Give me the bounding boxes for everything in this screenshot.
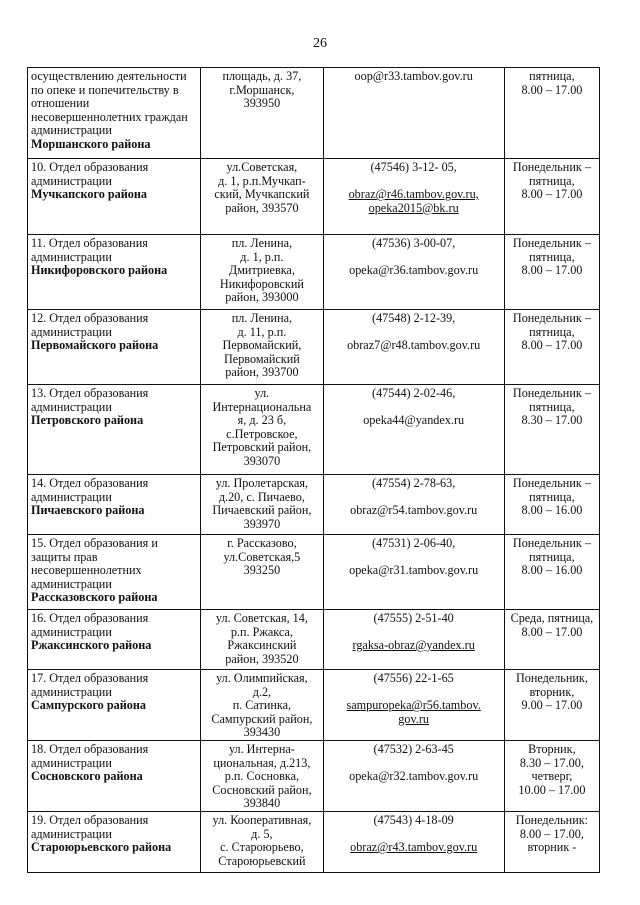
address-cell	[201, 740, 323, 811]
address-cell	[201, 670, 323, 741]
contact-cell	[323, 235, 504, 310]
email-link: opeka@r36.tambov.gov.ru	[349, 263, 479, 278]
working-hours-text: Понедельник – пятница, 8.00 – 17.00	[512, 311, 591, 353]
organization-name: 19. Отдел образования администрации	[31, 812, 149, 841]
address-text: ул. Олимпийская, д.2, п. Сатинка, Сампурский район, 393430	[211, 671, 313, 740]
table-row	[28, 68, 600, 159]
working-hours-text: Понедельник – пятница, 8.00 – 16.00	[512, 476, 591, 518]
organization-name: 11. Отдел образования администрации	[31, 236, 148, 264]
contact-cell	[323, 670, 504, 741]
phone-number: (47536) 3-00-07,	[372, 236, 456, 250]
address-text: ул. Пролетарская, д.20, с. Пичаево, Пичаевский район, 393970	[212, 476, 312, 531]
working-hours-text: Понедельник: 8.00 – 17.00, вторник -	[515, 812, 589, 855]
district-name: Никифоровского района	[31, 263, 168, 278]
address-cell	[201, 475, 323, 535]
table-row	[28, 670, 600, 741]
working-hours-cell	[504, 670, 599, 741]
spacer	[327, 686, 501, 700]
table-row	[28, 159, 600, 235]
email-link[interactable]: obraz@r46.tambov.gov.ru, opeka2015@bk.ru	[348, 187, 479, 215]
email-link[interactable]: sampuropeka@r56.tambov. gov.ru	[346, 698, 481, 726]
district-name: Моршанского района	[31, 136, 151, 151]
district-name: Сампурского района	[31, 698, 146, 713]
phone-number: (47532) 2-63-45	[373, 741, 454, 756]
address-cell	[201, 610, 323, 670]
address-text: пл. Ленина, д. 11, р.п. Первомайский, Первомайский район, 393700	[222, 311, 302, 380]
organization-cell	[28, 310, 201, 385]
email-link[interactable]: obraz@r43.tambov.gov.ru	[350, 840, 478, 855]
organization-cell	[28, 610, 201, 670]
contact-cell	[323, 68, 504, 159]
table-row	[28, 535, 600, 610]
contact-cell	[323, 811, 504, 872]
contact-cell	[323, 610, 504, 670]
table-row	[28, 475, 600, 535]
spacer	[327, 551, 501, 565]
email-link[interactable]: rgaksa-obraz@yandex.ru	[352, 638, 475, 653]
email-link: opeka44@yandex.ru	[363, 413, 465, 428]
working-hours-cell	[504, 385, 599, 475]
working-hours-cell	[504, 310, 599, 385]
spacer	[327, 491, 501, 505]
contact-cell	[323, 535, 504, 610]
email-link: opeka@r32.tambov.gov.ru	[349, 769, 479, 784]
table-row	[28, 310, 600, 385]
page-number: 26	[313, 36, 327, 51]
spacer	[327, 175, 501, 189]
working-hours-text: Понедельник – пятница, 8.00 – 17.00	[512, 236, 591, 278]
table-row	[28, 811, 600, 872]
spacer	[327, 626, 501, 640]
working-hours-text: пятница, 8.00 – 17.00	[521, 69, 583, 97]
working-hours-text: Понедельник, вторник, 9.00 – 17.00	[515, 671, 588, 713]
district-name: Рассказовского района	[31, 590, 158, 605]
directory-rows	[28, 68, 600, 873]
organization-name: 12. Отдел образования администрации	[31, 311, 149, 339]
phone-number: (47556) 22-1-65	[373, 671, 454, 685]
address-cell	[201, 811, 323, 872]
address-text: ул. Кооперативная, д. 5, с. Староюрьево, Староюрьевский	[212, 812, 312, 868]
working-hours-cell	[504, 475, 599, 535]
email-link: obraz7@r48.tambov.gov.ru	[347, 338, 481, 353]
spacer	[327, 401, 501, 415]
district-name: Сосновского района	[31, 769, 143, 784]
working-hours-cell	[504, 235, 599, 310]
organization-name: 10. Отдел образования администрации	[31, 160, 149, 188]
organization-name: осуществлению деятельности по опеке и попечительству в отношении несовершеннолетних граждан администрации	[31, 69, 188, 138]
working-hours-text: Среда, пятница, 8.00 – 17.00	[510, 611, 594, 639]
organization-cell	[28, 385, 201, 475]
working-hours-cell	[504, 535, 599, 610]
organization-cell	[28, 535, 201, 610]
organization-name: 18. Отдел образования администрации	[31, 741, 149, 770]
working-hours-text: Вторник, 8.30 – 17.00, четверг, 10.00 – 17.00	[518, 741, 586, 797]
organization-cell	[28, 68, 201, 159]
contact-cell	[323, 385, 504, 475]
address-cell	[201, 235, 323, 310]
address-cell	[201, 385, 323, 475]
district-name: Мучкапского района	[31, 187, 147, 202]
working-hours-cell	[504, 68, 599, 159]
spacer	[327, 828, 501, 842]
email-link: opeka@r31.tambov.gov.ru	[349, 563, 479, 578]
table-row	[28, 740, 600, 811]
organization-name: 15. Отдел образования и защиты прав несовершеннолетних администрации	[31, 536, 158, 591]
address-text: ул. Интернациональна я, д. 23 б, с.Петровское, Петровский район, 393070	[212, 386, 312, 468]
working-hours-cell	[504, 610, 599, 670]
working-hours-text: Понедельник – пятница, 8.30 – 17.00	[512, 386, 591, 428]
address-text: площадь, д. 37, г.Моршанск, 393950	[222, 69, 302, 111]
contact-cell	[323, 159, 504, 235]
working-hours-cell	[504, 811, 599, 872]
organization-cell	[28, 159, 201, 235]
organization-name: 16. Отдел образования администрации	[31, 611, 149, 639]
district-name: Первомайского района	[31, 338, 159, 353]
table-row	[28, 385, 600, 475]
spacer	[327, 251, 501, 265]
organization-name: 17. Отдел образования администрации	[31, 671, 149, 699]
phone-number: (47531) 2-06-40,	[372, 536, 456, 550]
phone-number: (47546) 3-12- 05,	[370, 160, 457, 174]
address-text: г. Рассказово, ул.Советская,5 393250	[223, 536, 301, 578]
contact-cell	[323, 475, 504, 535]
district-name: Староюрьевского района	[31, 840, 172, 855]
address-text: ул.Советская, д. 1, р.п.Мучкап- ский, Мучкапский район, 393570	[214, 160, 310, 215]
district-name: Пичаевского района	[31, 503, 145, 518]
organization-name: 13. Отдел образования администрации	[31, 386, 149, 414]
organization-cell	[28, 670, 201, 741]
working-hours-text: Понедельник – пятница, 8.00 – 17.00	[512, 160, 591, 202]
organization-name: 14. Отдел образования администрации	[31, 476, 149, 504]
address-text: ул. Интерна- циональная, д.213, р.п. Сосновка, Сосновский район, 393840	[212, 741, 312, 811]
phone-number: (47543) 4-18-09	[373, 812, 454, 827]
address-cell	[201, 159, 323, 235]
address-cell	[201, 310, 323, 385]
organization-cell	[28, 475, 201, 535]
contact-cell	[323, 740, 504, 811]
email-link: oop@r33.tambov.gov.ru	[354, 69, 473, 83]
organization-cell	[28, 235, 201, 310]
working-hours-text: Понедельник – пятница, 8.00 – 16.00	[512, 536, 591, 578]
table-row	[28, 610, 600, 670]
phone-number: (47548) 2-12-39,	[372, 311, 456, 325]
contact-cell	[323, 310, 504, 385]
organization-cell	[28, 740, 201, 811]
phone-number: (47554) 2-78-63,	[372, 476, 456, 490]
working-hours-cell	[504, 159, 599, 235]
spacer	[327, 326, 501, 340]
address-cell	[201, 68, 323, 159]
directory-table	[27, 67, 600, 873]
working-hours-cell	[504, 740, 599, 811]
phone-number: (47544) 2-02-46,	[372, 386, 456, 400]
spacer	[327, 757, 501, 771]
district-name: Ржаксинского района	[31, 638, 152, 653]
table-row	[28, 235, 600, 310]
email-link: obraz@r54.tambov.gov.ru	[350, 503, 478, 518]
address-text: ул. Советская, 14, р.п. Ржакса, Ржаксинский район, 393520	[215, 611, 308, 666]
address-cell	[201, 535, 323, 610]
organization-cell	[28, 811, 201, 872]
phone-number: (47555) 2-51-40	[373, 611, 454, 625]
district-name: Петровского района	[31, 413, 144, 428]
address-text: пл. Ленина, д. 1, р.п. Дмитриевка, Никифоровский район, 393000	[219, 236, 304, 305]
